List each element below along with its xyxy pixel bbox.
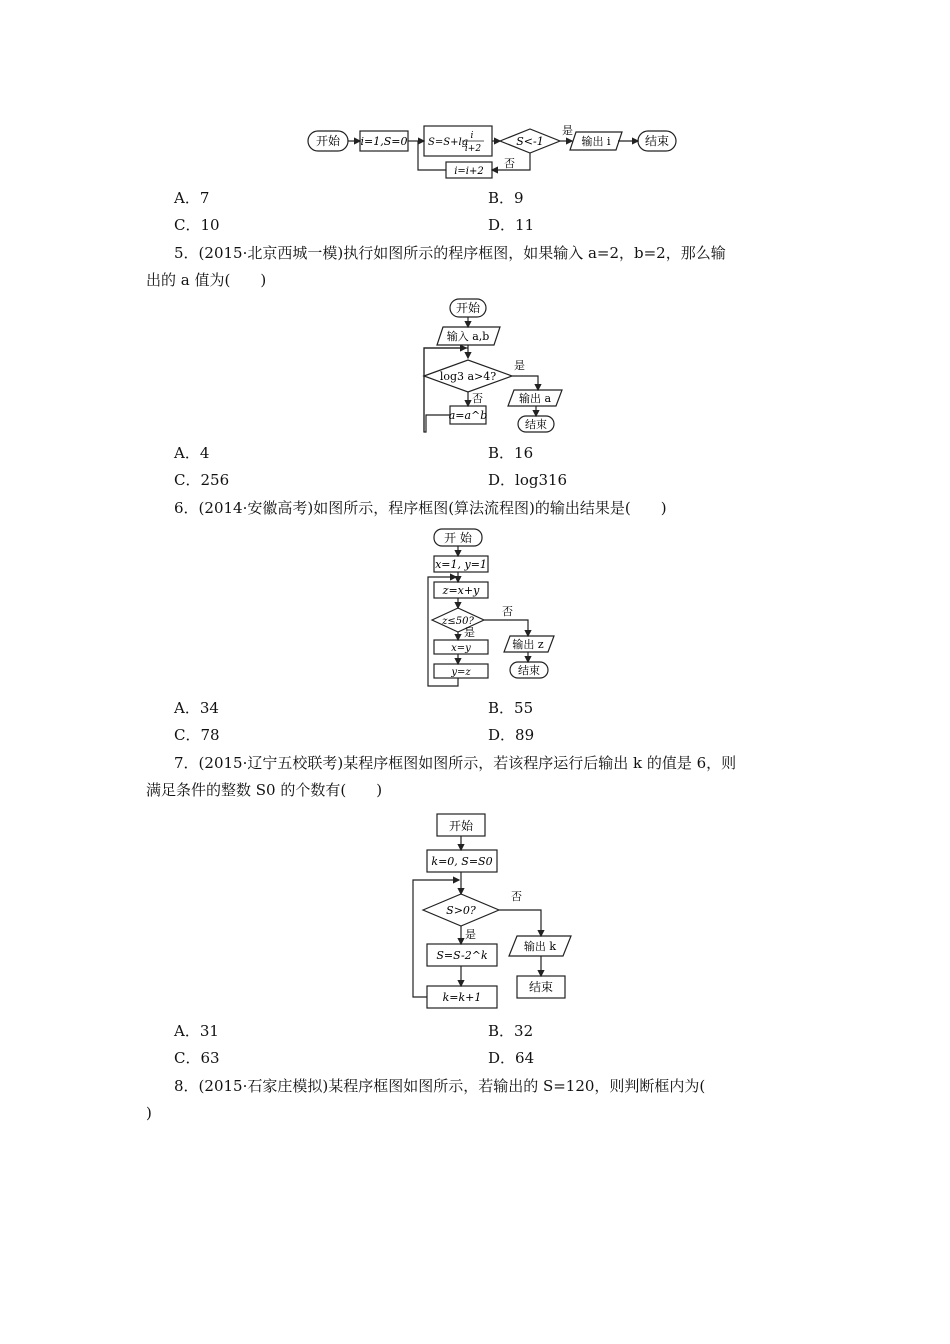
q7-no: 否: [511, 890, 522, 903]
q5-option-b: B．16: [488, 444, 534, 462]
q5-option-d: D．log316: [488, 471, 568, 489]
q7-yes: 是: [465, 928, 476, 941]
q4-update: S=S+lg: [428, 137, 469, 148]
q4-end: 结束: [644, 134, 670, 148]
q7-cond: S>0?: [446, 904, 476, 917]
q4-incr: i=i+2: [454, 166, 484, 177]
q6-z: z=x+y: [442, 584, 480, 597]
q7-option-a: A．31: [174, 1022, 219, 1040]
q4-flowchart: [300, 122, 690, 184]
q4-option-b: B．9: [488, 189, 524, 207]
q6-option-a: A．34: [174, 699, 219, 717]
q4-init: i=1,S=0: [360, 135, 408, 148]
q7-init: k=0, S=S0: [431, 855, 493, 868]
q5-yes: 是: [514, 359, 525, 372]
q7-incr: k=k+1: [442, 991, 482, 1004]
q4-option-a: A．7: [174, 189, 210, 207]
q6-output: 输出 z: [512, 638, 544, 651]
q7-end: 结束: [528, 980, 554, 994]
q5-end: 结束: [525, 418, 547, 431]
q7-question-line1: 7．(2015·辽宁五校联考)某程序框图如图所示，若该程序运行后输出 k 的值是 6，则: [174, 754, 737, 772]
q4-frac-den: i+2: [464, 144, 482, 154]
q6-xy: x=y: [451, 643, 471, 654]
q8-question-line1: 8．(2015·石家庄模拟)某程序框图如图所示，若输出的 S=120，则判断框内为(: [174, 1077, 706, 1095]
q6-start: 开 始: [444, 531, 472, 545]
q5-question-line1: 5．(2015·北京西城一模)执行如图所示的程序框图，如果输入 a=2，b=2，那么输: [174, 244, 726, 262]
q6-no: 否: [502, 605, 513, 618]
q6-yz: y=z: [451, 667, 471, 678]
q4-option-c: C．10: [174, 216, 220, 234]
q8-question-line2: ): [146, 1104, 152, 1122]
q7-start: 开始: [448, 819, 474, 833]
q4-frac-num: i: [470, 131, 474, 141]
q6-option-d: D．89: [488, 726, 535, 744]
q5-flowchart: [410, 296, 570, 438]
q5-no: 否: [472, 392, 483, 405]
q6-yes: 是: [464, 626, 475, 639]
q6-option-c: C．78: [174, 726, 220, 744]
q5-input: 输入 a,b: [446, 330, 490, 343]
q4-no: 否: [504, 157, 515, 170]
q6-cond: z≤50?: [442, 616, 474, 627]
q4-cond: S<-1: [516, 135, 544, 148]
q6-question-line1: 6．(2014·安徽高考)如图所示，程序框图(算法流程图)的输出结果是( ): [174, 499, 667, 517]
q7-option-d: D．64: [488, 1049, 535, 1067]
q7-question-line2: 满足条件的整数 S0 的个数有( ): [146, 781, 383, 799]
q5-assign: a=a^b: [448, 409, 488, 422]
q5-option-a: A．4: [174, 444, 210, 462]
q7-output: 输出 k: [523, 940, 557, 953]
q5-option-c: C．256: [174, 471, 230, 489]
q7-update: S=S-2^k: [436, 949, 488, 962]
q6-end: 结束: [518, 664, 540, 677]
q4-start: 开始: [315, 134, 341, 148]
q5-cond: log3 a>4?: [439, 370, 497, 383]
q7-flowchart: [405, 808, 585, 1014]
q4-option-d: D．11: [488, 216, 535, 234]
q7-option-b: B．32: [488, 1022, 534, 1040]
q5-start: 开始: [455, 301, 481, 315]
q4-yes: 是: [562, 124, 573, 137]
q5-question-line2: 出的 a 值为( ): [146, 271, 267, 289]
q6-init: x=1, y=1: [435, 558, 487, 571]
q4-output: 输出 i: [581, 135, 611, 148]
q7-option-c: C．63: [174, 1049, 220, 1067]
q6-option-b: B．55: [488, 699, 534, 717]
q5-output: 输出 a: [518, 392, 552, 405]
q6-flowchart: [420, 526, 570, 690]
